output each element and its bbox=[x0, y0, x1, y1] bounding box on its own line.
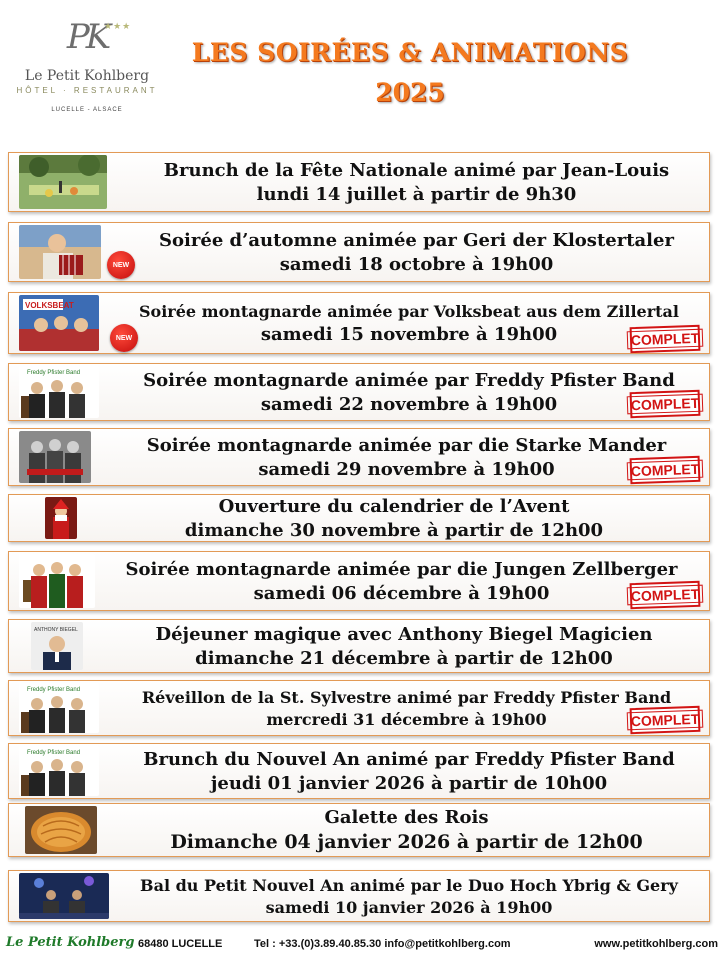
event-date: samedi 15 novembre à 19h00 bbox=[260, 323, 558, 345]
event-row bbox=[8, 743, 710, 799]
complet-label: COMPLET bbox=[626, 394, 703, 415]
event-title: Déjeuner magique avec Anthony Biegel Magicien bbox=[155, 623, 653, 645]
complet-label: COMPLET bbox=[626, 710, 703, 731]
event-title: Bal du Petit Nouvel An animé par le Duo Hoch Ybrig & Gery bbox=[140, 875, 678, 895]
event-title: Réveillon de la St. Sylvestre animé par Freddy Pfister Band bbox=[141, 687, 672, 707]
footer-brand: Le Petit Kohlberg bbox=[6, 935, 135, 950]
new-badge: NEW bbox=[107, 251, 135, 279]
logo-stars: ★★★ bbox=[104, 22, 132, 32]
page-title-year: 2025 bbox=[375, 78, 445, 107]
event-row bbox=[8, 551, 710, 611]
logo-name: Le Petit Kohlberg bbox=[24, 68, 150, 84]
event-date: samedi 06 décembre à 19h00 bbox=[253, 582, 550, 604]
band-logo-text: Freddy Pfister Band bbox=[27, 687, 81, 693]
complet-stamp bbox=[630, 390, 701, 418]
event-row bbox=[8, 152, 710, 212]
event-date: samedi 10 janvier 2026 à 19h00 bbox=[265, 897, 553, 917]
event-title: Soirée montagnarde animée par Freddy Pfister Band bbox=[143, 369, 675, 391]
event-date: samedi 18 octobre à 19h00 bbox=[279, 253, 554, 275]
magician-logo-text: ANTHONY BIEGEL bbox=[34, 627, 78, 633]
band-logo-text: Freddy Pfister Band bbox=[27, 370, 81, 376]
complet-label: COMPLET bbox=[626, 460, 703, 481]
footer-city: 68480 LUCELLE bbox=[138, 938, 223, 950]
logo-subtitle: HÔTEL · RESTAURANT bbox=[16, 86, 158, 95]
complet-stamp bbox=[630, 456, 701, 484]
complet-stamp bbox=[630, 581, 701, 609]
footer-website-link[interactable]: www.petitkohlberg.com bbox=[594, 938, 718, 950]
event-date: lundi 14 juillet à partir de 9h30 bbox=[256, 183, 577, 205]
event-row bbox=[8, 222, 710, 282]
page-title: LES SOIRÉES & ANIMATIONS bbox=[191, 38, 629, 67]
complet-stamp bbox=[630, 325, 701, 353]
event-row bbox=[8, 428, 710, 486]
logo-monogram: PK bbox=[66, 17, 108, 57]
event-title: Brunch du Nouvel An animé par Freddy Pfister Band bbox=[143, 748, 675, 770]
event-title: Soirée montagnarde animée par Volksbeat aus dem Zillertal bbox=[139, 301, 679, 321]
event-title: Ouverture du calendrier de l’Avent bbox=[218, 495, 570, 517]
footer bbox=[6, 935, 718, 958]
event-date: dimanche 30 novembre à partir de 12h00 bbox=[184, 519, 604, 541]
event-date: mercredi 31 décembre à 19h00 bbox=[266, 709, 547, 729]
event-title: Soirée montagnarde animée par die Jungen Zellberger bbox=[125, 558, 678, 580]
event-row bbox=[8, 363, 710, 421]
event-title: Brunch de la Fête Nationale animé par Jean-Louis bbox=[163, 159, 670, 181]
event-row bbox=[8, 619, 710, 673]
event-row bbox=[8, 494, 710, 542]
volksbeat-logo-text: VOLKSBEAT bbox=[25, 301, 74, 310]
event-row bbox=[8, 292, 710, 354]
event-date: Dimanche 04 janvier 2026 à partir de 12h00 bbox=[170, 831, 643, 853]
event-row bbox=[8, 803, 710, 857]
event-row bbox=[8, 680, 710, 736]
event-date: samedi 29 novembre à 19h00 bbox=[258, 458, 555, 480]
hotel-logo bbox=[12, 14, 162, 134]
event-title: Soirée montagnarde animée par die Starke Mander bbox=[146, 434, 667, 456]
complet-label: COMPLET bbox=[626, 329, 703, 350]
event-date: samedi 22 novembre à 19h00 bbox=[260, 393, 558, 415]
footer-contact[interactable]: Tel : +33.(0)3.89.40.85.30 info@petitkohlberg.com bbox=[254, 938, 511, 950]
event-date: dimanche 21 décembre à partir de 12h00 bbox=[195, 647, 613, 669]
complet-stamp bbox=[630, 706, 701, 734]
band-logo-text: Freddy Pfister Band bbox=[27, 750, 81, 756]
event-row bbox=[8, 870, 710, 922]
event-date: jeudi 01 janvier 2026 à partir de 10h00 bbox=[210, 772, 608, 794]
event-title: Soirée d’automne animée par Geri der Klostertaler bbox=[159, 229, 674, 251]
event-title: Galette des Rois bbox=[324, 807, 489, 828]
logo-place: LUCELLE - ALSACE bbox=[51, 107, 123, 113]
complet-label: COMPLET bbox=[626, 585, 703, 606]
new-badge: NEW bbox=[110, 324, 138, 352]
